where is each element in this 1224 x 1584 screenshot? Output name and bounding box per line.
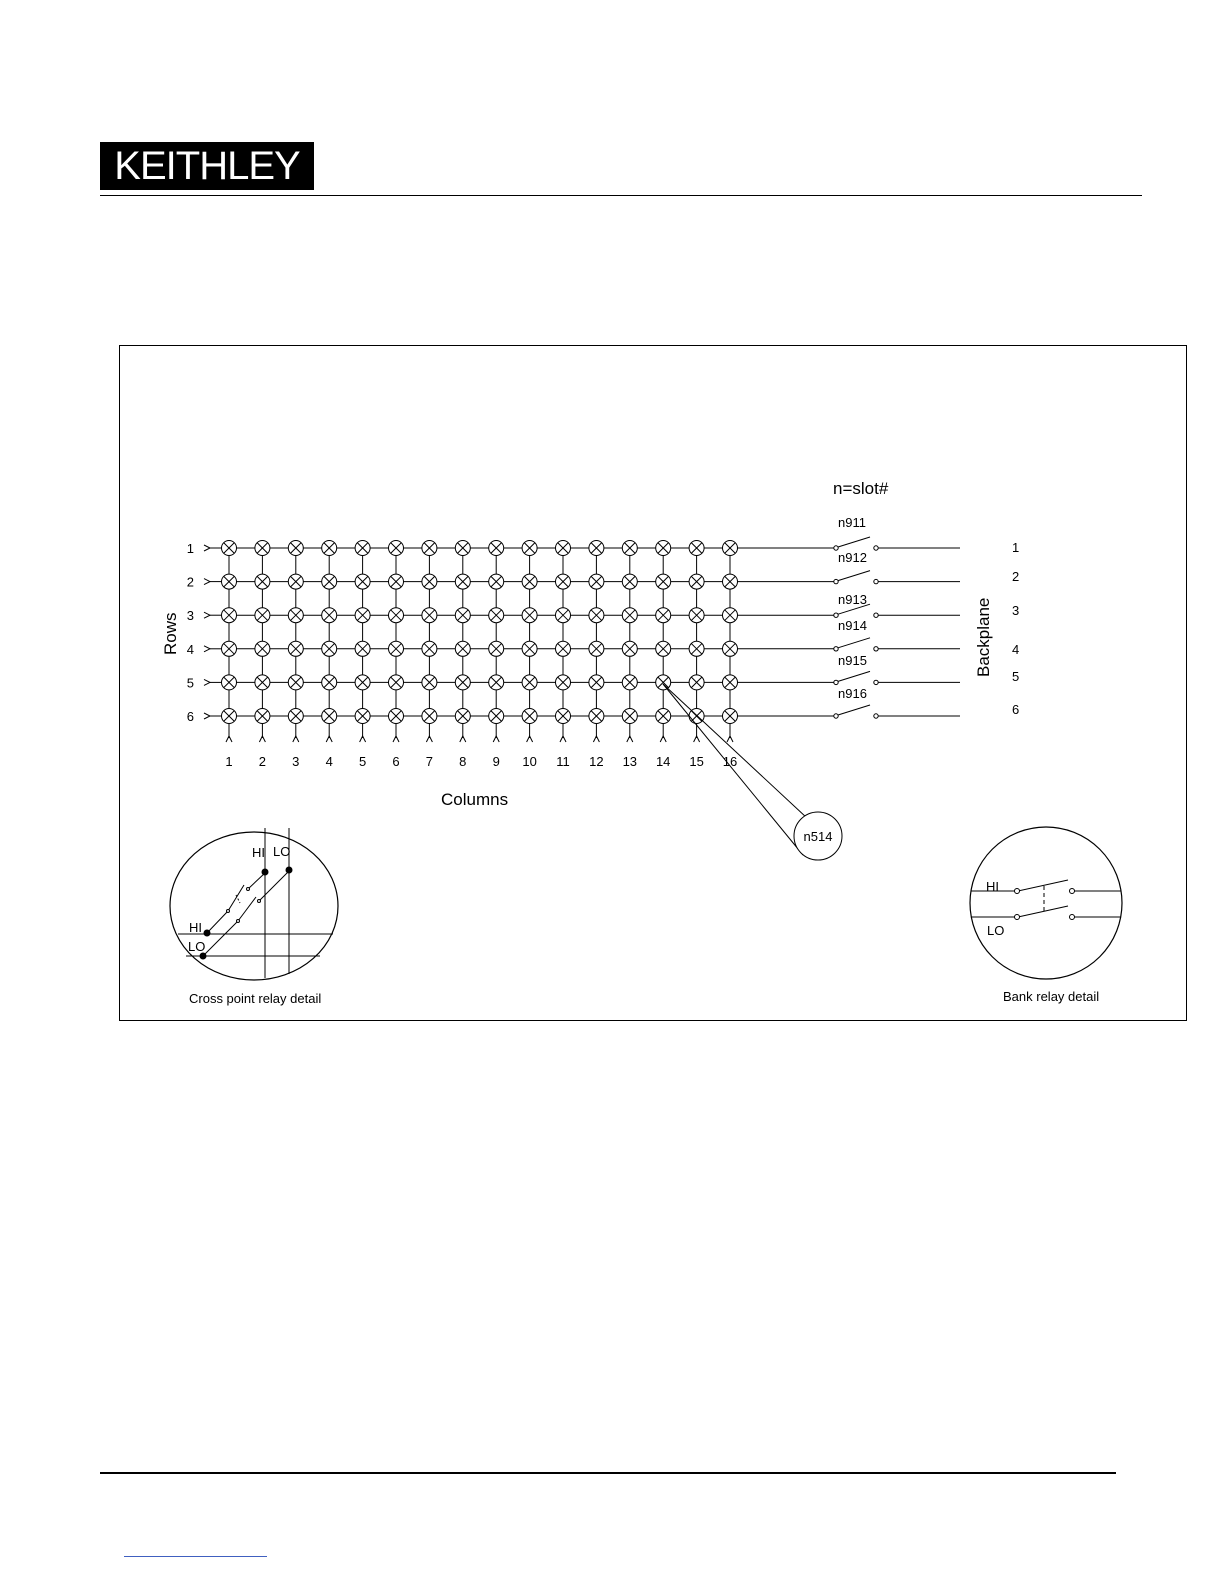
crosspoint-relay (455, 709, 470, 724)
crosspoint-relay (656, 574, 671, 589)
footer-rule (100, 1472, 1116, 1474)
bank-relay-label: n914 (838, 618, 867, 633)
column-input-arrow (426, 736, 432, 742)
footer-link-underline (124, 1556, 267, 1557)
bank-relay-label: n913 (838, 592, 867, 607)
crosspoint-relay (622, 574, 637, 589)
column-number: 13 (622, 754, 638, 769)
crosspoint-relay (288, 675, 303, 690)
crosspoint-relay (222, 709, 237, 724)
crosspoint-relay (522, 541, 537, 556)
crosspoint-relay (355, 709, 370, 724)
crosspoint-relay (422, 641, 437, 656)
crosspoint-relay (622, 641, 637, 656)
column-number: 12 (589, 754, 604, 769)
crosspoint-relay (689, 675, 704, 690)
crosspoint-relay (622, 709, 637, 724)
crosspoint-relay (322, 641, 337, 656)
crosspoint-relay (422, 709, 437, 724)
crosspoint-relay (589, 574, 604, 589)
bank-relay-label: n915 (838, 653, 867, 668)
crosspoint-relay (255, 541, 270, 556)
crosspoint-relay (723, 541, 738, 556)
crosspoint-detail (170, 828, 338, 1006)
column-input-arrow (627, 736, 633, 742)
crosspoint-relay (723, 709, 738, 724)
column-input-arrow (560, 736, 566, 742)
crosspoint-relay (589, 641, 604, 656)
crosspoint-relay (556, 675, 571, 690)
column-number: 9 (492, 754, 500, 769)
columns-label: Columns (441, 790, 509, 809)
row-input-arrow (204, 545, 210, 551)
row-number: 1 (186, 541, 194, 556)
row-number: 2 (186, 574, 194, 590)
crosspoint-relay (288, 709, 303, 724)
row-number: 3 (186, 608, 194, 624)
row-input-arrow (204, 679, 210, 685)
crosspoint-relay (723, 608, 738, 623)
backplane-label: Backplane (974, 597, 993, 677)
column-number: 11 (556, 754, 570, 769)
crosspoint-relay (389, 709, 404, 724)
crosspoint-relay (622, 608, 637, 623)
row-labels (187, 541, 194, 724)
crosspoint-relay (522, 709, 537, 724)
crosspoint-relay (723, 675, 738, 690)
crosspoint-relay (589, 541, 604, 556)
crosspoint-relay (522, 608, 537, 623)
crosspoint-relay (556, 641, 571, 656)
bank-relay (738, 618, 961, 651)
crosspoint-relay (255, 641, 270, 656)
crosspoint-relay (389, 608, 404, 623)
column-input-arrow (326, 736, 332, 742)
backplane-number: 1 (1012, 540, 1020, 555)
crosspoint-relay (355, 608, 370, 623)
crosspoint-relay (322, 709, 337, 724)
column-input-arrow (360, 736, 366, 742)
bank-relay (738, 686, 961, 718)
crosspoint-relay (288, 608, 303, 623)
crosspoint-relay (422, 675, 437, 690)
crosspoint-relay (222, 608, 237, 623)
bank-relay (738, 550, 961, 584)
backplane-number: 2 (1012, 569, 1020, 584)
crosspoint-relay (522, 675, 537, 690)
crosspoint-relay (255, 608, 270, 623)
bank-detail (970, 827, 1122, 1004)
column-labels (225, 754, 737, 769)
crosspoint-relay (589, 709, 604, 724)
crosspoint-relay (422, 541, 437, 556)
crosspoint-relays (222, 541, 738, 724)
row-input-arrow (204, 579, 210, 585)
crosspoint-relay (656, 541, 671, 556)
keithley-logo: KEITHLEY (100, 142, 314, 190)
crosspoint-relay (556, 709, 571, 724)
crosspoint-lo-left: LO (188, 939, 206, 954)
crosspoint-relay (255, 709, 270, 724)
bank-relay-label: n912 (838, 550, 867, 565)
column-input-arrow (493, 736, 499, 742)
column-number: 5 (358, 754, 367, 769)
column-input-arrow (293, 736, 299, 742)
crosspoint-relay (489, 641, 504, 656)
crosspoint-relay (222, 641, 237, 656)
crosspoint-hi-top: HI (252, 845, 265, 860)
crosspoint-relay (556, 608, 571, 623)
bank-relay-label: n916 (838, 686, 867, 701)
zoom-callout (663, 684, 842, 860)
crosspoint-relay (489, 675, 504, 690)
bank-relay (738, 653, 961, 685)
crosspoint-relay (489, 608, 504, 623)
crosspoint-relay (656, 608, 671, 623)
crosspoint-relay (689, 574, 704, 589)
column-number: 16 (722, 754, 738, 769)
column-input-arrow (593, 736, 599, 742)
crosspoint-relay (455, 675, 470, 690)
row-input-arrow (204, 646, 210, 652)
crosspoint-relay (288, 641, 303, 656)
crosspoint-relay (322, 608, 337, 623)
crosspoint-relay (355, 574, 370, 589)
bank-relay-label: n911 (838, 515, 866, 530)
crosspoint-relay (455, 574, 470, 589)
crosspoint-relay (355, 675, 370, 690)
crosspoint-relay (355, 641, 370, 656)
crosspoint-relay (656, 709, 671, 724)
crosspoint-relay (255, 675, 270, 690)
crosspoint-relay (455, 608, 470, 623)
column-number: 6 (392, 754, 400, 769)
column-number: 7 (425, 754, 434, 769)
crosspoint-relay (255, 574, 270, 589)
crosspoint-caption: Cross point relay detail (189, 991, 322, 1006)
bank-detail-lo: LO (987, 923, 1005, 938)
backplane-number: 4 (1012, 642, 1020, 657)
column-number: 10 (522, 754, 537, 769)
crosspoint-relay (723, 574, 738, 589)
crosspoint-relay (222, 675, 237, 690)
crosspoint-relay (489, 541, 504, 556)
bank-detail-hi: HI (986, 879, 999, 894)
row-number: 4 (186, 641, 194, 657)
crosspoint-relay (656, 641, 671, 656)
column-input-arrow (226, 736, 232, 742)
row-number: 6 (186, 709, 194, 724)
rows-label: Rows (161, 612, 180, 655)
row-input-arrow (204, 612, 210, 618)
crosspoint-relay (455, 641, 470, 656)
zoom-callout-label: n514 (803, 829, 833, 844)
crosspoint-relay (455, 541, 470, 556)
column-input-arrow (460, 736, 466, 742)
crosspoint-relay (556, 574, 571, 589)
crosspoint-relay (622, 541, 637, 556)
bank-relay (738, 515, 961, 550)
column-input-arrow (727, 736, 733, 742)
crosspoint-relay (522, 641, 537, 656)
column-number: 1 (225, 754, 233, 769)
crosspoint-relay (288, 574, 303, 589)
crosspoint-relay (689, 608, 704, 623)
crosspoint-relay (689, 641, 704, 656)
row-number: 5 (186, 675, 194, 691)
crosspoint-relay (222, 574, 237, 589)
column-input-arrow (694, 736, 700, 742)
row-input-arrow (204, 713, 210, 719)
backplane-number: 3 (1012, 603, 1020, 618)
crosspoint-relay (522, 574, 537, 589)
crosspoint-relay (422, 608, 437, 623)
crosspoint-relay (622, 675, 637, 690)
crosspoint-relay (389, 541, 404, 556)
backplane-number: 5 (1012, 669, 1020, 684)
crosspoint-relay (589, 675, 604, 690)
crosspoint-relay (222, 541, 237, 556)
slot-note: n=slot# (833, 479, 889, 498)
crosspoint-relay (389, 675, 404, 690)
backplane-number: 6 (1012, 702, 1020, 717)
bank-relay (738, 592, 961, 617)
crosspoint-relay (389, 641, 404, 656)
crosspoint-relay (322, 675, 337, 690)
crosspoint-relay (489, 574, 504, 589)
column-number: 4 (325, 754, 333, 769)
column-number: 14 (655, 754, 671, 769)
crosspoint-relay (656, 675, 671, 690)
column-input-arrow (393, 736, 399, 742)
crosspoint-relay (589, 608, 604, 623)
crosspoint-relay (288, 541, 303, 556)
crosspoint-relay (322, 574, 337, 589)
column-number: 15 (689, 754, 704, 769)
column-number: 3 (292, 754, 300, 769)
crosspoint-relay (322, 541, 337, 556)
crosspoint-hi-left: HI (189, 920, 202, 935)
crosspoint-relay (422, 574, 437, 589)
bank-detail-caption: Bank relay detail (1003, 989, 1100, 1004)
crosspoint-relay (723, 641, 738, 656)
crosspoint-relay (556, 541, 571, 556)
crosspoint-lo-top: LO (273, 844, 291, 859)
column-number: 2 (258, 754, 267, 769)
column-input-arrow (259, 736, 265, 742)
crosspoint-relay (389, 574, 404, 589)
crosspoint-relay (689, 541, 704, 556)
column-input-arrow (527, 736, 533, 742)
column-input-arrow (660, 736, 666, 742)
column-number: 8 (459, 754, 467, 769)
crosspoint-relay (489, 709, 504, 724)
crosspoint-relay (355, 541, 370, 556)
